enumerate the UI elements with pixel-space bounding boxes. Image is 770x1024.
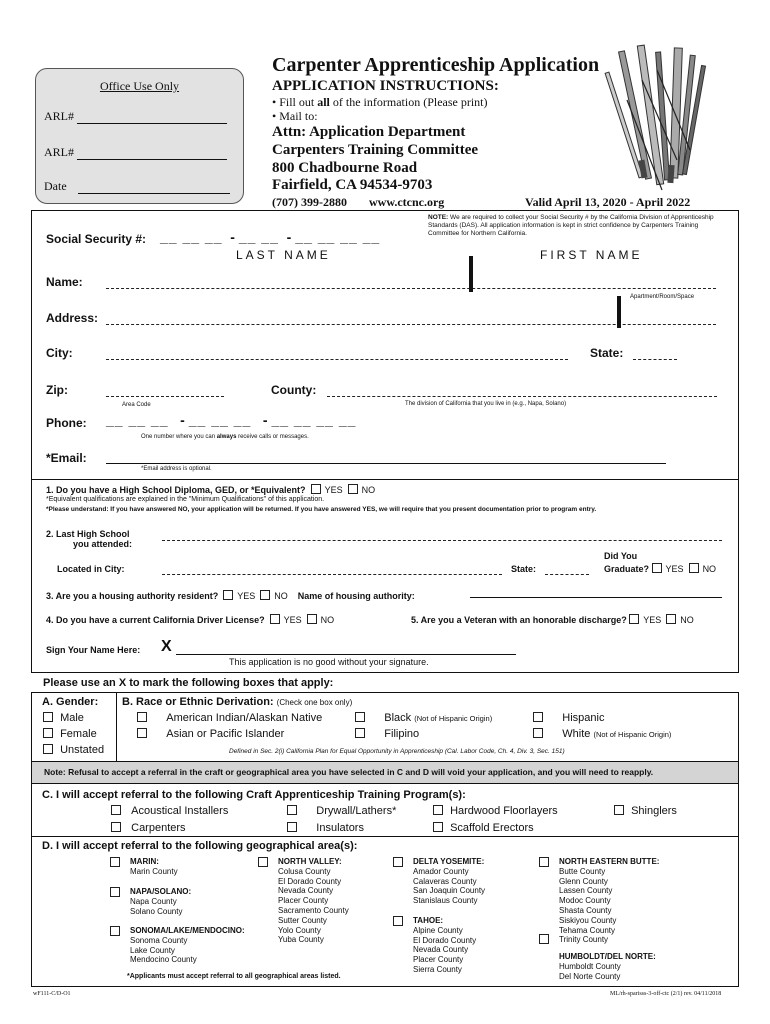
hs-state-label: State: xyxy=(511,564,537,574)
race-option-4[interactable]: Filipino xyxy=(355,728,419,740)
race-title: B. Race or Ethnic Derivation: (Check one box only) xyxy=(122,696,353,708)
race-2-checkbox[interactable] xyxy=(137,728,147,738)
race-option-5[interactable]: Hispanic xyxy=(533,712,604,724)
area-humboldt: HUMBOLDT/DEL NORTE: Humboldt County Del Norte County xyxy=(559,952,656,981)
high-school-input[interactable] xyxy=(162,531,722,541)
q1-note-2: *Please understand: If you have answered NO, your application will be returned. If you have answered YES, we will require that you present documentation prior to program entry. xyxy=(46,506,597,513)
area-napa-solano: NAPA/SOLANO: Napa County Solano County xyxy=(110,887,191,916)
question-4: 4. Do you have a current California Driver License? YES NO xyxy=(46,615,335,625)
graduate-no-checkbox[interactable] xyxy=(689,563,699,573)
email-hint: *Email address is optional. xyxy=(141,466,212,472)
areas-note: *Applicants must accept referral to all geographical areas listed. xyxy=(127,973,341,980)
race-option-2[interactable]: Asian or Pacific Islander xyxy=(137,728,284,740)
county-label: County: xyxy=(271,383,317,397)
area-code-hint: Area Code xyxy=(122,402,151,408)
city-input[interactable] xyxy=(106,348,568,360)
name-input[interactable] xyxy=(106,277,716,289)
q5-yes-checkbox[interactable] xyxy=(629,614,639,624)
drywall-checkbox[interactable] xyxy=(287,805,297,815)
sign-label: Sign Your Name Here: xyxy=(46,645,141,655)
craft-shinglers[interactable]: Shinglers xyxy=(614,805,677,817)
form-title: Carpenter Apprenticeship Application xyxy=(272,54,600,76)
graduate-yes-checkbox[interactable] xyxy=(652,563,662,573)
instruction-bullet-2: • Mail to: xyxy=(272,109,318,123)
arl-field-2[interactable]: ARL# xyxy=(44,145,227,160)
q3-yes-checkbox[interactable] xyxy=(223,590,233,600)
arl-field-1[interactable]: ARL# xyxy=(44,109,227,124)
craft-drywall[interactable]: Drywall/Lathers* xyxy=(287,805,396,817)
q1-yes-checkbox[interactable] xyxy=(311,484,321,494)
q2-label-2: you attended: xyxy=(73,539,133,549)
trinity-checkbox[interactable] xyxy=(539,934,549,944)
areas-title: D. I will accept referral to the following geographical area(s): xyxy=(42,840,358,852)
question-5: 5. Are you a Veteran with an honorable discharge? YES NO xyxy=(411,615,694,625)
sonoma-checkbox[interactable] xyxy=(110,926,120,936)
signature-input[interactable] xyxy=(176,641,516,655)
apartment-hint: Apartment/Room/Space xyxy=(630,294,695,300)
signature-note: This application is no good without your signature. xyxy=(229,657,429,667)
email-input[interactable] xyxy=(106,452,666,464)
footer-left: wF111-C/D-O1 xyxy=(33,991,71,997)
mail-street: 800 Chadbourne Road xyxy=(272,160,418,176)
office-date-field[interactable]: Date xyxy=(44,179,230,194)
zip-input[interactable] xyxy=(106,385,224,397)
gender-male[interactable]: Male xyxy=(43,712,84,724)
footer-right: ML/rh-sparisss-3-off-ctc (2/1) rev. 04/11/2018 xyxy=(610,991,722,997)
phone-label: Phone: xyxy=(46,416,87,430)
mail-org: Carpenters Training Committee xyxy=(272,142,479,158)
refusal-note: Note: Refusal to accept a referral in the craft or geographical area you have selected in C and D will void your application, and you will need to reapply. xyxy=(44,767,654,777)
county-hint: The division of California that you live in (e.g., Napa, Solano) xyxy=(405,401,567,407)
shinglers-checkbox[interactable] xyxy=(614,805,624,815)
delta-yosemite-checkbox[interactable] xyxy=(393,857,403,867)
carpentry-tools-illustration xyxy=(602,40,712,200)
office-use-box xyxy=(35,68,244,204)
gender-title: A. Gender: xyxy=(42,696,99,708)
address-divider xyxy=(617,296,621,328)
question-1: 1. Do you have a High School Diploma, GED, or *Equivalent? YES NO xyxy=(46,485,376,495)
ssn-input[interactable]: __ __ __ - __ __ - __ __ __ __ xyxy=(160,229,381,245)
area-north-valley: NORTH VALLEY: Colusa County El Dorado County Nevada County Placer County Sacramento County Sutter County Yolo County Yuba County xyxy=(258,857,349,945)
phone-input[interactable]: __ __ __ - __ __ __ - __ __ __ __ xyxy=(106,412,357,428)
mail-attn: Attn: Application Department xyxy=(272,124,466,140)
craft-acoustical[interactable]: Acoustical Installers xyxy=(111,805,228,817)
unstated-checkbox[interactable] xyxy=(43,744,53,754)
craft-scaffold[interactable]: Scaffold Erectors xyxy=(433,822,534,834)
hs-state-input[interactable] xyxy=(545,565,589,575)
question-3: 3. Are you a housing authority resident? YES NO Name of housing authority: xyxy=(46,591,415,601)
area-sonoma: SONOMA/LAKE/MENDOCINO: Sonoma County Lake County Mendocino County xyxy=(110,926,245,965)
craft-hardwood[interactable]: Hardwood Floorlayers xyxy=(433,805,558,817)
female-checkbox[interactable] xyxy=(43,728,53,738)
area-delta-yosemite: DELTA YOSEMITE: Amador County Calaveras County San Joaquin County Stanislaus County xyxy=(393,857,485,906)
crafts-title: C. I will accept referral to the following Craft Apprenticeship Training Program(s): xyxy=(42,789,466,801)
area-marin: MARIN: Marin County xyxy=(110,857,178,877)
gender-female[interactable]: Female xyxy=(43,728,97,740)
hardwood-checkbox[interactable] xyxy=(433,805,443,815)
q3-no-checkbox[interactable] xyxy=(260,590,270,600)
craft-carpenters[interactable]: Carpenters xyxy=(111,822,186,834)
q4-no-checkbox[interactable] xyxy=(307,614,317,624)
napa-solano-checkbox[interactable] xyxy=(110,887,120,897)
race-option-6[interactable]: White (Not of Hispanic Origin) xyxy=(533,728,671,740)
state-input[interactable] xyxy=(633,348,677,360)
mark-instruction: Please use an X to mark the following boxes that apply: xyxy=(43,677,334,689)
zip-label: Zip: xyxy=(46,383,68,397)
marin-checkbox[interactable] xyxy=(110,857,120,867)
valid-dates: Valid April 13, 2020 - April 2022 xyxy=(525,195,691,209)
area-tahoe: TAHOE: Alpine County El Dorado County Nevada County Placer County Sierra County xyxy=(393,916,476,975)
race-6-checkbox[interactable] xyxy=(533,728,543,738)
q1-note-1: *Equivalent qualifications are explained in the "Minimum Qualifications" of this application. xyxy=(46,496,325,503)
sign-x: X xyxy=(161,638,172,655)
race-3-checkbox[interactable] xyxy=(355,712,365,722)
race-5-checkbox[interactable] xyxy=(533,712,543,722)
address-input[interactable] xyxy=(106,313,716,325)
tahoe-checkbox[interactable] xyxy=(393,916,403,926)
area-north-eastern-butte: NORTH EASTERN BUTTE: Butte County Glenn County Lassen County Modoc County Shasta County Siskiyou County Tehama County xyxy=(539,857,659,935)
city-label: City: xyxy=(46,346,73,360)
email-label: *Email: xyxy=(46,451,87,465)
race-4-checkbox[interactable] xyxy=(355,728,365,738)
ssn-label: Social Security #: xyxy=(46,232,147,246)
north-valley-checkbox[interactable] xyxy=(258,857,268,867)
race-option-1[interactable]: American Indian/Alaskan Native xyxy=(137,712,322,724)
q2-label-1: 2. Last High School xyxy=(46,529,130,539)
q4-yes-checkbox[interactable] xyxy=(270,614,280,624)
housing-authority-input[interactable] xyxy=(470,597,722,598)
office-use-title: Office Use Only xyxy=(99,79,180,93)
hs-city-input[interactable] xyxy=(162,565,502,575)
mail-city: Fairfield, CA 94534-9703 xyxy=(272,177,433,193)
race-definition: Defined in Sec. 2(i) California Plan for Equal Opportunity in Apprenticeship (Cal. Labor Code, Ch. 4, Div. 3, Sec. 151) xyxy=(229,748,565,755)
name-divider xyxy=(469,256,473,292)
area-trinity: Trinity County xyxy=(559,935,609,944)
did-you-label: Did You xyxy=(604,551,638,561)
refusal-note-bar xyxy=(31,762,739,784)
ssn-note: NOTE: We are required to collect your Social Security # by the California Division of Apprenticeship Standards (DAS). All application information is kept in strict confidence by Carpenters Training Committee for Northern California. xyxy=(428,214,714,237)
carpenters-checkbox[interactable] xyxy=(111,822,121,832)
phone-hint: One number where you can always receive calls or messages. xyxy=(141,434,309,440)
located-label: Located in City: xyxy=(57,564,125,574)
male-checkbox[interactable] xyxy=(43,712,53,722)
scaffold-checkbox[interactable] xyxy=(433,822,443,832)
last-name-heading: LAST NAME xyxy=(236,248,331,262)
address-label: Address: xyxy=(46,311,99,325)
graduate-question: Graduate? YES NO xyxy=(604,564,717,574)
instructions-title: APPLICATION INSTRUCTIONS: xyxy=(272,78,499,94)
race-option-3[interactable]: Black (Not of Hispanic Origin) xyxy=(355,712,492,724)
acoustical-checkbox[interactable] xyxy=(111,805,121,815)
insulators-checkbox[interactable] xyxy=(287,822,297,832)
q5-no-checkbox[interactable] xyxy=(666,614,676,624)
ne-butte-checkbox[interactable] xyxy=(539,857,549,867)
gender-unstated[interactable]: Unstated xyxy=(43,744,104,756)
q1-no-checkbox[interactable] xyxy=(348,484,358,494)
craft-insulators[interactable]: Insulators xyxy=(287,822,364,834)
first-name-heading: FIRST NAME xyxy=(540,248,643,262)
contact-website[interactable]: www.ctcnc.org xyxy=(369,195,445,209)
race-1-checkbox[interactable] xyxy=(137,712,147,722)
instruction-bullet-1: • Fill out all of the information (Please print) xyxy=(272,95,488,109)
state-label: State: xyxy=(590,346,624,360)
county-input[interactable] xyxy=(327,385,717,397)
contact-phone: (707) 399-2880 xyxy=(272,195,347,209)
name-label: Name: xyxy=(46,275,83,289)
